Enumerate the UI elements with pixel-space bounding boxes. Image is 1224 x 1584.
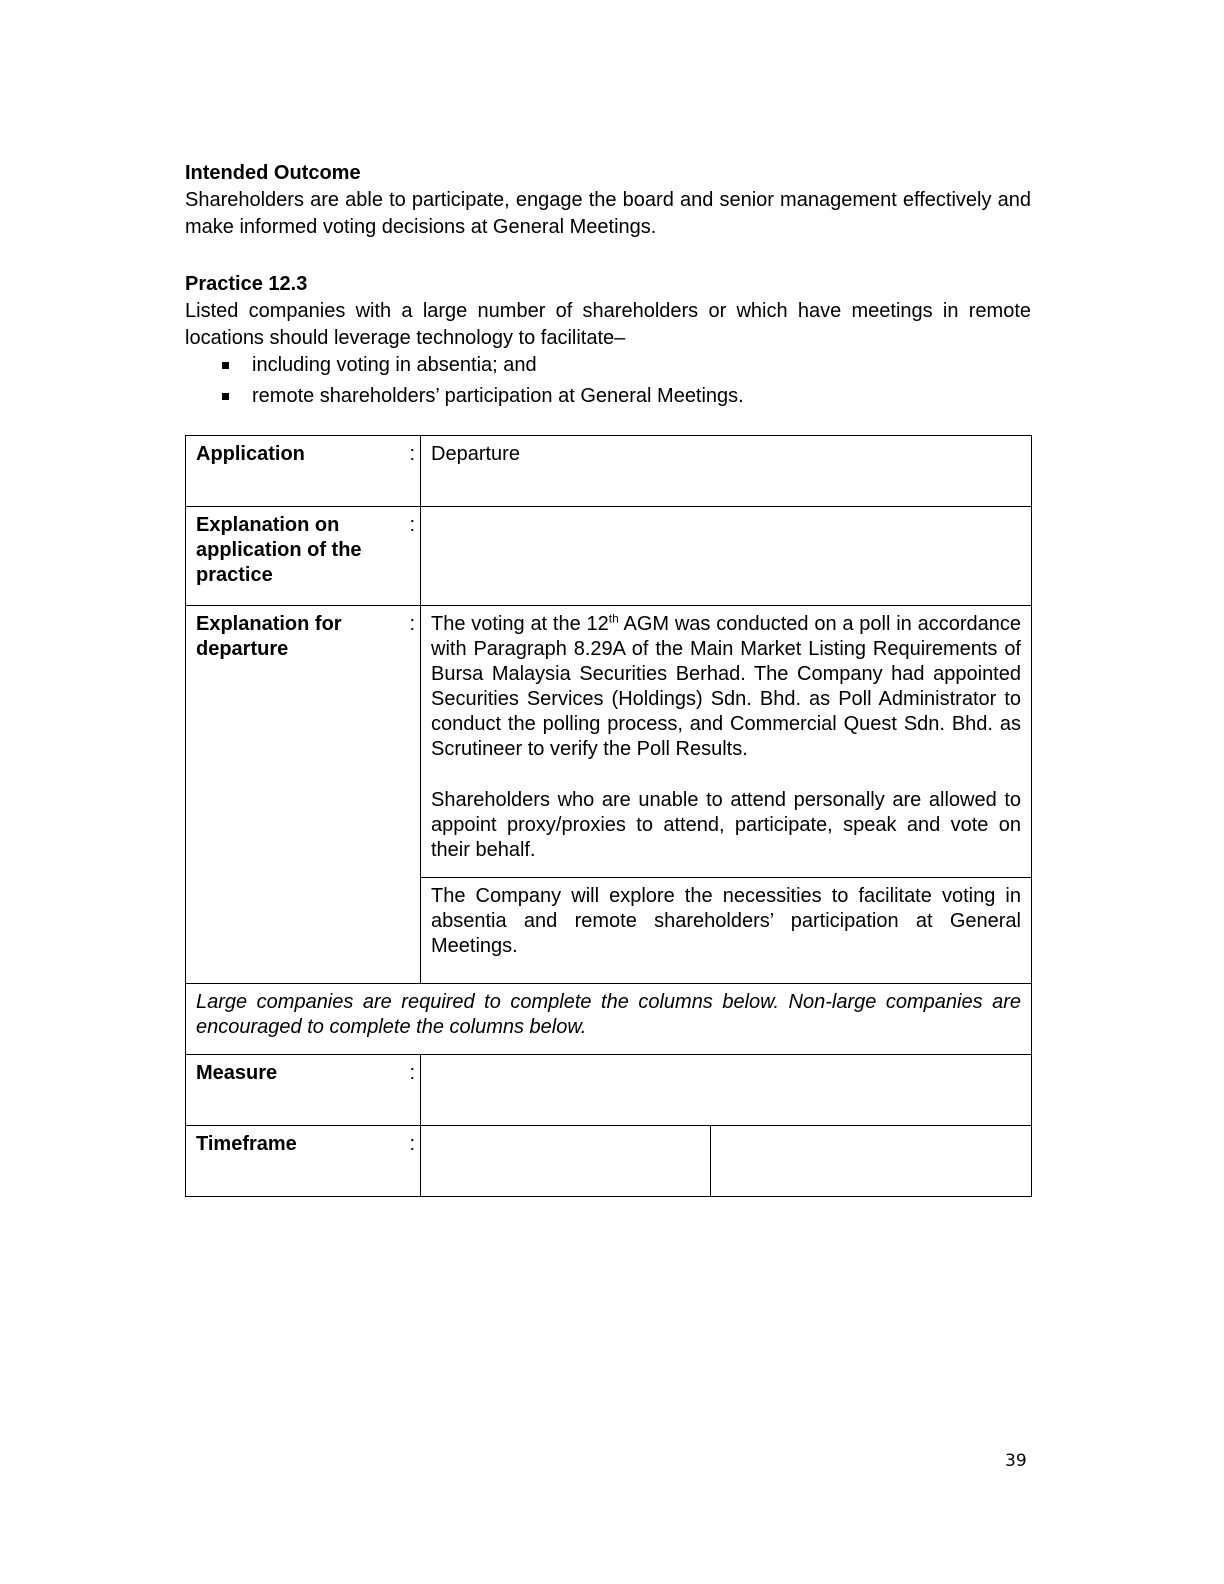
timeframe-label: Timeframe	[196, 1133, 297, 1155]
application-row	[186, 436, 1032, 507]
practice-bullet-text: remote shareholders’ participation at General Meetings.	[252, 385, 744, 407]
application-label: Application	[196, 443, 305, 465]
practice-intro: Listed companies with a large number of shareholders or which have meetings in remote locations should leverage technology to facilitate–	[185, 300, 1031, 349]
practice-bullet-text: including voting in absentia; and	[252, 354, 537, 376]
measure-label-cell	[186, 1055, 421, 1126]
timeframe-label-cell	[186, 1126, 421, 1197]
colon: :	[409, 514, 415, 536]
measure-row	[186, 1055, 1032, 1126]
departure-paragraph-2: Shareholders who are unable to attend personally are allowed to appoint proxy/proxies to attend, participate, speak and vote on their behalf.	[431, 789, 1021, 861]
timeframe-row	[186, 1126, 1032, 1197]
colon: :	[409, 1133, 415, 1155]
departure-label-cell	[186, 606, 421, 984]
square-bullet-icon	[222, 393, 229, 400]
practice-heading: Practice 12.3	[185, 273, 308, 295]
departure-paragraph-3: The Company will explore the necessities to facilitate voting in absentia and remote shareholders’ participation at General Meetings.	[431, 885, 1021, 957]
colon: :	[409, 443, 415, 465]
colon: :	[409, 613, 415, 635]
practice-bullet-item	[185, 352, 1031, 379]
departure-plan-cell	[421, 878, 1032, 984]
colon: :	[409, 1062, 415, 1084]
application-table	[185, 435, 1032, 1197]
departure-explanation-cell	[421, 606, 1032, 878]
explanation-on-row	[186, 507, 1032, 606]
ordinal-superscript: th	[608, 611, 619, 626]
document-body	[185, 160, 1031, 414]
large-companies-note: Large companies are required to complete the columns below. Non-large companies are encouraged to complete the columns below.	[186, 984, 1032, 1055]
practice-bullet-item	[185, 383, 1031, 410]
measure-value	[421, 1055, 1032, 1126]
page-number: 39	[1005, 1451, 1027, 1471]
departure-paragraph-1	[431, 612, 1021, 762]
departure-label: Explanation for departure	[196, 613, 342, 660]
departure-row	[186, 606, 1032, 878]
application-value: Departure	[421, 436, 1032, 507]
timeframe-value-2	[711, 1126, 1032, 1197]
square-bullet-icon	[222, 362, 229, 369]
application-label-cell	[186, 436, 421, 507]
practice-bullet-list	[185, 352, 1031, 410]
explanation-on-label: Explanation on application of the practice	[196, 514, 362, 586]
timeframe-value-1	[421, 1126, 711, 1197]
explanation-on-value	[421, 507, 1032, 606]
departure-p1-text-cont: AGM was conducted on a poll in accordance with Paragraph 8.29A of the Main Market Listing Requirements of Bursa Malaysia Securities Berhad. The Company had appointed Securities Services (Holdings) Sdn. Bhd. as Poll Administrator to conduct the polling process, and Commercial Quest Sdn. Bhd. as Scrutineer to verify the Poll Results.	[431, 613, 1021, 760]
explanation-on-label-cell	[186, 507, 421, 606]
measure-label: Measure	[196, 1062, 278, 1084]
intended-outcome-heading: Intended Outcome	[185, 162, 361, 184]
note-row	[186, 984, 1032, 1055]
intended-outcome-text: Shareholders are able to participate, engage the board and senior management effectively and make informed voting decisions at General Meetings.	[185, 189, 1031, 238]
departure-p1-text: The voting at the 12	[431, 613, 609, 635]
